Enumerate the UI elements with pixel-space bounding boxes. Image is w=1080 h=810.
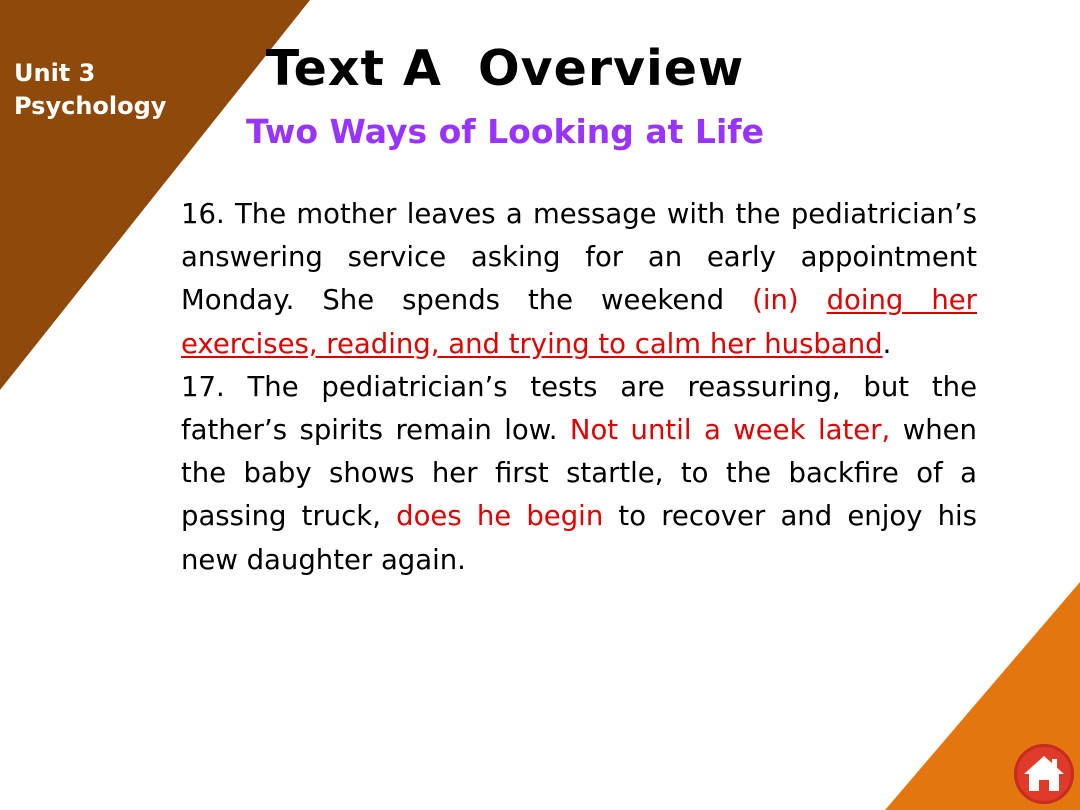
paragraph-16 (181, 193, 977, 366)
paragraph-text: 17. The pediatrician’s tests are reassuring, but the father’s spirits remain low. (181, 370, 977, 447)
highlight-text: Not until a week later, (569, 414, 891, 447)
body-text (181, 193, 977, 582)
page-subtitle: Two Ways of Looking at Life (245, 112, 764, 151)
paragraph-text: to recover and enjoy his new daughter again. (181, 500, 978, 576)
paragraph-text: 16. The mother leaves a message with the pediatrician’s answering service asking for an early appointment Monday. She spends the weekend (181, 198, 977, 317)
underlined-highlight-text: doing her exercises, reading, and trying to calm her husband (181, 284, 977, 360)
page-title: Text A Overview (265, 40, 745, 97)
highlight-text: does he begin (396, 500, 604, 533)
paragraph-17 (181, 366, 977, 582)
unit-label (14, 57, 166, 123)
unit-number: Unit 3 (14, 59, 96, 87)
paragraph-text: . (882, 327, 892, 360)
home-button[interactable] (1014, 744, 1074, 804)
paragraph-text: when the baby shows her first startle, to the backfire of a passing truck, (181, 414, 977, 533)
highlight-text: (in) (752, 284, 827, 317)
home-icon (1014, 744, 1074, 804)
unit-topic: Psychology (14, 92, 167, 120)
